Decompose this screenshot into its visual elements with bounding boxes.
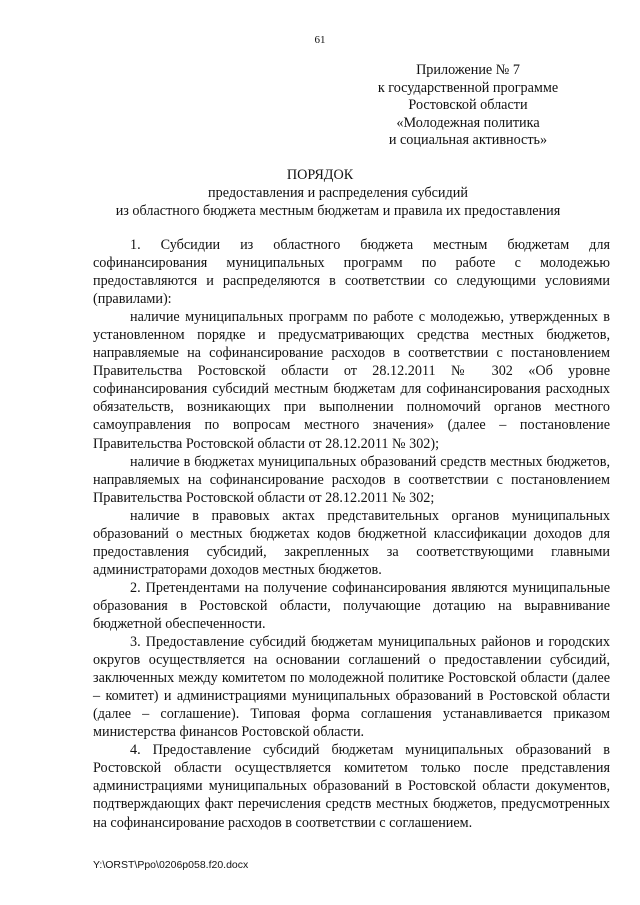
document-body [93, 236, 610, 832]
subtitle-line: из областного бюджета местным бюджетам и правила их предоставления [115, 203, 561, 219]
document-title: ПОРЯДОК [286, 167, 354, 183]
paragraph: наличие муниципальных программ по работе с молодежью, утвержденных в установленном порядке и предусматривающих средства местных бюджетов, направляемые на софинансирование расходов в соответствии с постановлением Правительства Ростовской области от 28.12.2011 № 302 «Об уровне софинансирования субсидий местным бюджетам для софинансирования расходных обязательств, возникающих при выполнении полномочий органов местного самоуправления по вопросам местного значения» (далее – постановление Правительства Ростовской области от 28.12.2011 № 302); [93, 309, 610, 452]
appendix-line: и социальная активность» [388, 132, 548, 149]
appendix-line: к государственной программе [377, 79, 559, 96]
appendix-line: Приложение № 7 [416, 62, 520, 78]
appendix-header [338, 62, 598, 150]
appendix-line: «Молодежная политика [396, 114, 540, 131]
paragraph: 1. Субсидии из областного бюджета местным бюджетам для софинансирования муниципальных программ по работе с молодежью предоставляются и распределяются в соответствии со следующими условиями (правилами): [93, 237, 610, 308]
paragraph: наличие в бюджетах муниципальных образований средств местных бюджетов, направляемых на софинансирование расходов в соответствии с постановлением Правительства Ростовской области от 28.12.2011 № 302; [93, 453, 610, 506]
paragraph: 3. Предоставление субсидий бюджетам муниципальных районов и городских округов осуществляется на основании соглашений о предоставлении субсидий, заключенных между комитетом по молодежной политике Ростовской области (далее – комитет) и администрациями муниципальных образований в Ростовской области (далее – соглашение). Типовая форма соглашения устанавливается приказом министерства финансов Ростовской области. [93, 634, 610, 741]
subtitle-line: предоставления и распределения субсидий [208, 185, 468, 201]
appendix-line: Ростовской области [408, 97, 528, 114]
paragraph: 2. Претендентами на получение софинансирования являются муниципальные образования в Ростовской области, получающие дотацию на выравнивание бюджетной обеспеченности. [93, 579, 610, 632]
paragraph: наличие в правовых актах представительных органов муниципальных образований о местных бюджетах кодов бюджетной классификации доходов для предоставления субсидий, закрепленных за соответствующими главными администраторами доходов местных бюджетов. [93, 507, 610, 578]
document-subtitle [70, 184, 606, 220]
page-number: 61 [314, 34, 326, 46]
paragraph: 4. Предоставление субсидий бюджетам муниципальных образований в Ростовской области осуществляется комитетом только после представления администрациями муниципальных образований в Ростовской области документов, подтверждающих факт перечисления средств местных бюджетов, предусмотренных на софинансирование расходов в соответствии с соглашением. [93, 742, 610, 831]
file-path-footer: Y:\ORST\Ppo\0206p058.f20.docx [93, 859, 249, 871]
